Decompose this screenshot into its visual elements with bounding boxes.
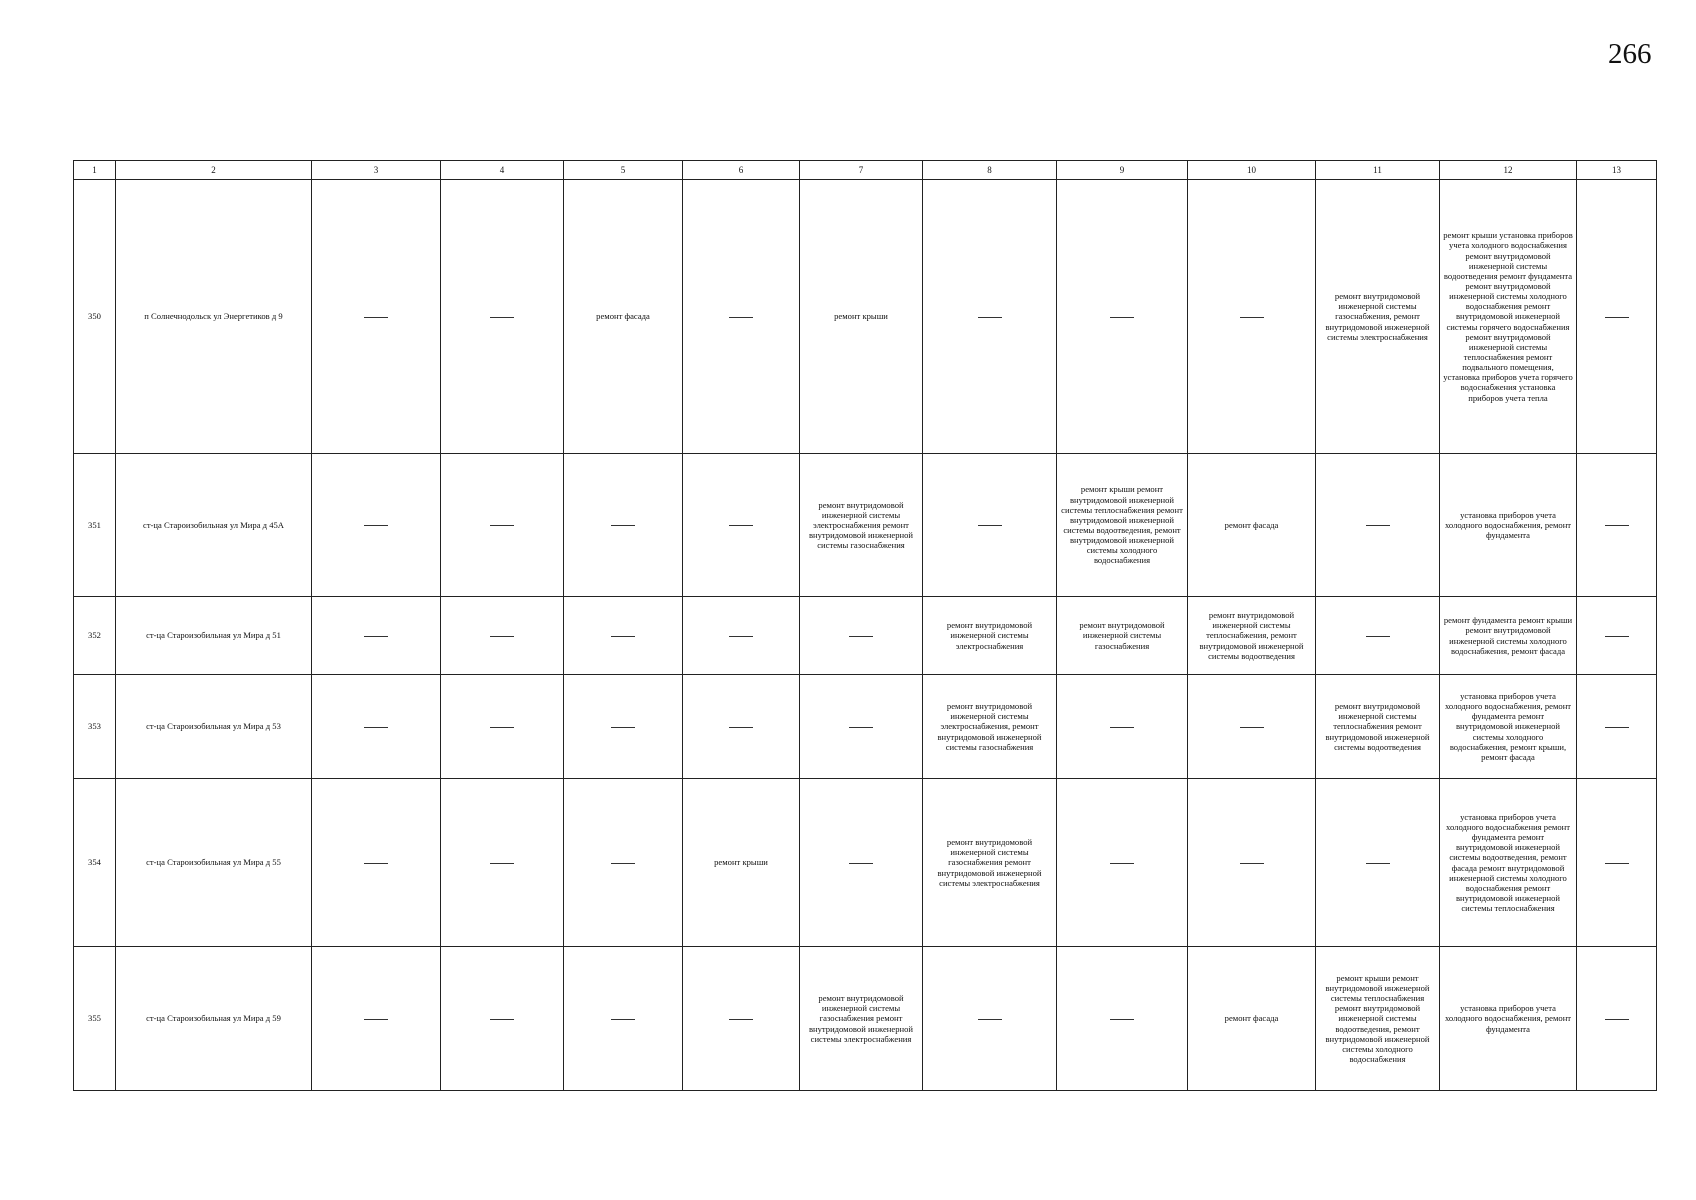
row-number: 350 (74, 180, 116, 454)
empty-cell (441, 675, 564, 779)
header-cell: 3 (312, 161, 441, 180)
address-cell: ст-ца Староизобильная ул Мира д 59 (116, 947, 312, 1091)
dash-mark (364, 863, 388, 864)
empty-cell (312, 180, 441, 454)
row-number: 353 (74, 675, 116, 779)
work-cell: ремонт внутридомовой инженерной системы газоснабжения, ремонт внутридомовой инженерной системы электроснабжения (1316, 180, 1440, 454)
dash-mark (1240, 863, 1264, 864)
empty-cell (1188, 779, 1316, 947)
dash-mark (364, 1019, 388, 1020)
empty-cell (1316, 597, 1440, 675)
dash-mark (490, 525, 514, 526)
page-number: 266 (1608, 38, 1652, 70)
dash-mark (1110, 727, 1134, 728)
row-number: 352 (74, 597, 116, 675)
work-cell: ремонт крыши ремонт внутридомовой инженерной системы теплоснабжения ремонт внутридомовой инженерной системы водоотведения, ремонт внутридомовой инженерной системы холодного водоснабжения (1057, 454, 1188, 597)
work-cell: ремонт внутридомовой инженерной системы газоснабжения ремонт внутридомовой инженерной системы электроснабжения (800, 947, 923, 1091)
header-cell: 10 (1188, 161, 1316, 180)
table-row (74, 779, 1657, 947)
dash-mark (849, 636, 873, 637)
header-row (74, 161, 1657, 180)
empty-cell (312, 947, 441, 1091)
table-row (74, 454, 1657, 597)
empty-cell (1577, 947, 1657, 1091)
work-cell: ремонт внутридомовой инженерной системы газоснабжения ремонт внутридомовой инженерной системы электроснабжения (923, 779, 1057, 947)
dash-mark (1110, 1019, 1134, 1020)
table-row (74, 180, 1657, 454)
work-cell: установка приборов учета холодного водоснабжения, ремонт фундамента (1440, 947, 1577, 1091)
work-cell: ремонт внутридомовой инженерной системы теплоснабжения, ремонт внутридомовой инженерной системы водоотведения (1188, 597, 1316, 675)
work-cell: установка приборов учета холодного водоснабжения, ремонт фундамента (1440, 454, 1577, 597)
dash-mark (611, 727, 635, 728)
work-cell: ремонт внутридомовой инженерной системы теплоснабжения ремонт внутридомовой инженерной системы водоотведения (1316, 675, 1440, 779)
address-cell: ст-ца Староизобильная ул Мира д 45А (116, 454, 312, 597)
work-cell: установка приборов учета холодного водоснабжения, ремонт фундамента ремонт внутридомовой инженерной системы холодного водоснабжения, ремонт крыши, ремонт фасада (1440, 675, 1577, 779)
row-number: 351 (74, 454, 116, 597)
empty-cell (1577, 779, 1657, 947)
empty-cell (1188, 675, 1316, 779)
address-cell: ст-ца Староизобильная ул Мира д 55 (116, 779, 312, 947)
empty-cell (441, 947, 564, 1091)
header-cell: 2 (116, 161, 312, 180)
dash-mark (978, 317, 1002, 318)
dash-mark (1366, 863, 1390, 864)
work-cell: установка приборов учета холодного водоснабжения ремонт фундамента ремонт внутридомовой инженерной системы водоотведения, ремонт фасада ремонт внутридомовой инженерной системы холодного водоснабжения ремонт внутридомовой инженерной системы теплоснабжения (1440, 779, 1577, 947)
empty-cell (800, 597, 923, 675)
address-cell: ст-ца Староизобильная ул Мира д 53 (116, 675, 312, 779)
repair-schedule-table (73, 160, 1657, 1091)
dash-mark (490, 317, 514, 318)
empty-cell (441, 180, 564, 454)
work-cell: ремонт крыши (683, 779, 800, 947)
row-number: 355 (74, 947, 116, 1091)
dash-mark (1366, 525, 1390, 526)
address-cell: п Солнечнодольск ул Энергетиков д 9 (116, 180, 312, 454)
header-cell: 11 (1316, 161, 1440, 180)
empty-cell (1577, 597, 1657, 675)
empty-cell (312, 779, 441, 947)
empty-cell (564, 947, 683, 1091)
dash-mark (849, 863, 873, 864)
work-cell: ремонт внутридомовой инженерной системы электроснабжения, ремонт внутридомовой инженерной системы газоснабжения (923, 675, 1057, 779)
dash-mark (1605, 727, 1629, 728)
dash-mark (1240, 317, 1264, 318)
dash-mark (490, 1019, 514, 1020)
empty-cell (312, 454, 441, 597)
empty-cell (1057, 180, 1188, 454)
dash-mark (1605, 317, 1629, 318)
header-cell: 13 (1577, 161, 1657, 180)
empty-cell (1316, 454, 1440, 597)
header-cell: 8 (923, 161, 1057, 180)
empty-cell (683, 675, 800, 779)
work-cell: ремонт фундамента ремонт крыши ремонт внутридомовой инженерной системы холодного водоснабжения, ремонт фасада (1440, 597, 1577, 675)
header-cell: 12 (1440, 161, 1577, 180)
empty-cell (683, 454, 800, 597)
dash-mark (1605, 525, 1629, 526)
dash-mark (611, 636, 635, 637)
dash-mark (611, 863, 635, 864)
dash-mark (729, 727, 753, 728)
empty-cell (1057, 675, 1188, 779)
empty-cell (312, 675, 441, 779)
dash-mark (849, 727, 873, 728)
empty-cell (1577, 675, 1657, 779)
empty-cell (683, 947, 800, 1091)
empty-cell (564, 454, 683, 597)
dash-mark (1366, 636, 1390, 637)
dash-mark (1110, 863, 1134, 864)
dash-mark (490, 863, 514, 864)
header-cell: 4 (441, 161, 564, 180)
dash-mark (978, 1019, 1002, 1020)
dash-mark (1240, 727, 1264, 728)
header-cell: 6 (683, 161, 800, 180)
empty-cell (441, 597, 564, 675)
work-cell: ремонт крыши установка приборов учета холодного водоснабжения ремонт внутридомовой инженерной системы водоотведения ремонт фундамента ремонт внутридомовой инженерной системы холодного водоснабжения ремонт внутридомовой инженерной системы горячего водоснабжения ремонт внутридомовой инженерной системы теплоснабжения ремонт подвального помещения, установка приборов учета горячего водоснабжения установка приборов учета тепла (1440, 180, 1577, 454)
empty-cell (441, 454, 564, 597)
work-cell: ремонт фасада (564, 180, 683, 454)
table-row (74, 597, 1657, 675)
header-cell: 5 (564, 161, 683, 180)
empty-cell (564, 597, 683, 675)
work-cell: ремонт крыши (800, 180, 923, 454)
dash-mark (364, 727, 388, 728)
empty-cell (1316, 779, 1440, 947)
table-row (74, 675, 1657, 779)
header-cell: 1 (74, 161, 116, 180)
empty-cell (1057, 947, 1188, 1091)
dash-mark (364, 525, 388, 526)
work-cell: ремонт фасада (1188, 454, 1316, 597)
dash-mark (611, 1019, 635, 1020)
header-cell: 7 (800, 161, 923, 180)
header-cell: 9 (1057, 161, 1188, 180)
empty-cell (1577, 454, 1657, 597)
dash-mark (611, 525, 635, 526)
empty-cell (800, 779, 923, 947)
work-cell: ремонт внутридомовой инженерной системы электроснабжения ремонт внутридомовой инженерной системы газоснабжения (800, 454, 923, 597)
empty-cell (923, 180, 1057, 454)
empty-cell (923, 454, 1057, 597)
dash-mark (490, 636, 514, 637)
dash-mark (490, 727, 514, 728)
dash-mark (1110, 317, 1134, 318)
empty-cell (564, 675, 683, 779)
dash-mark (364, 317, 388, 318)
empty-cell (1577, 180, 1657, 454)
empty-cell (1188, 180, 1316, 454)
dash-mark (1605, 863, 1629, 864)
empty-cell (1057, 779, 1188, 947)
work-cell: ремонт внутридомовой инженерной системы электроснабжения (923, 597, 1057, 675)
dash-mark (729, 317, 753, 318)
empty-cell (683, 597, 800, 675)
work-cell: ремонт внутридомовой инженерной системы газоснабжения (1057, 597, 1188, 675)
work-cell: ремонт крыши ремонт внутридомовой инженерной системы теплоснабжения ремонт внутридомовой инженерной системы водоотведения, ремонт внутридомовой инженерной системы холодного водоснабжения (1316, 947, 1440, 1091)
dash-mark (364, 636, 388, 637)
table-row (74, 947, 1657, 1091)
dash-mark (1605, 1019, 1629, 1020)
work-cell: ремонт фасада (1188, 947, 1316, 1091)
dash-mark (1605, 636, 1629, 637)
address-cell: ст-ца Староизобильная ул Мира д 51 (116, 597, 312, 675)
table-body (74, 180, 1657, 1091)
dash-mark (978, 525, 1002, 526)
dash-mark (729, 636, 753, 637)
empty-cell (683, 180, 800, 454)
empty-cell (564, 779, 683, 947)
dash-mark (729, 525, 753, 526)
dash-mark (729, 1019, 753, 1020)
empty-cell (441, 779, 564, 947)
empty-cell (312, 597, 441, 675)
empty-cell (800, 675, 923, 779)
empty-cell (923, 947, 1057, 1091)
row-number: 354 (74, 779, 116, 947)
